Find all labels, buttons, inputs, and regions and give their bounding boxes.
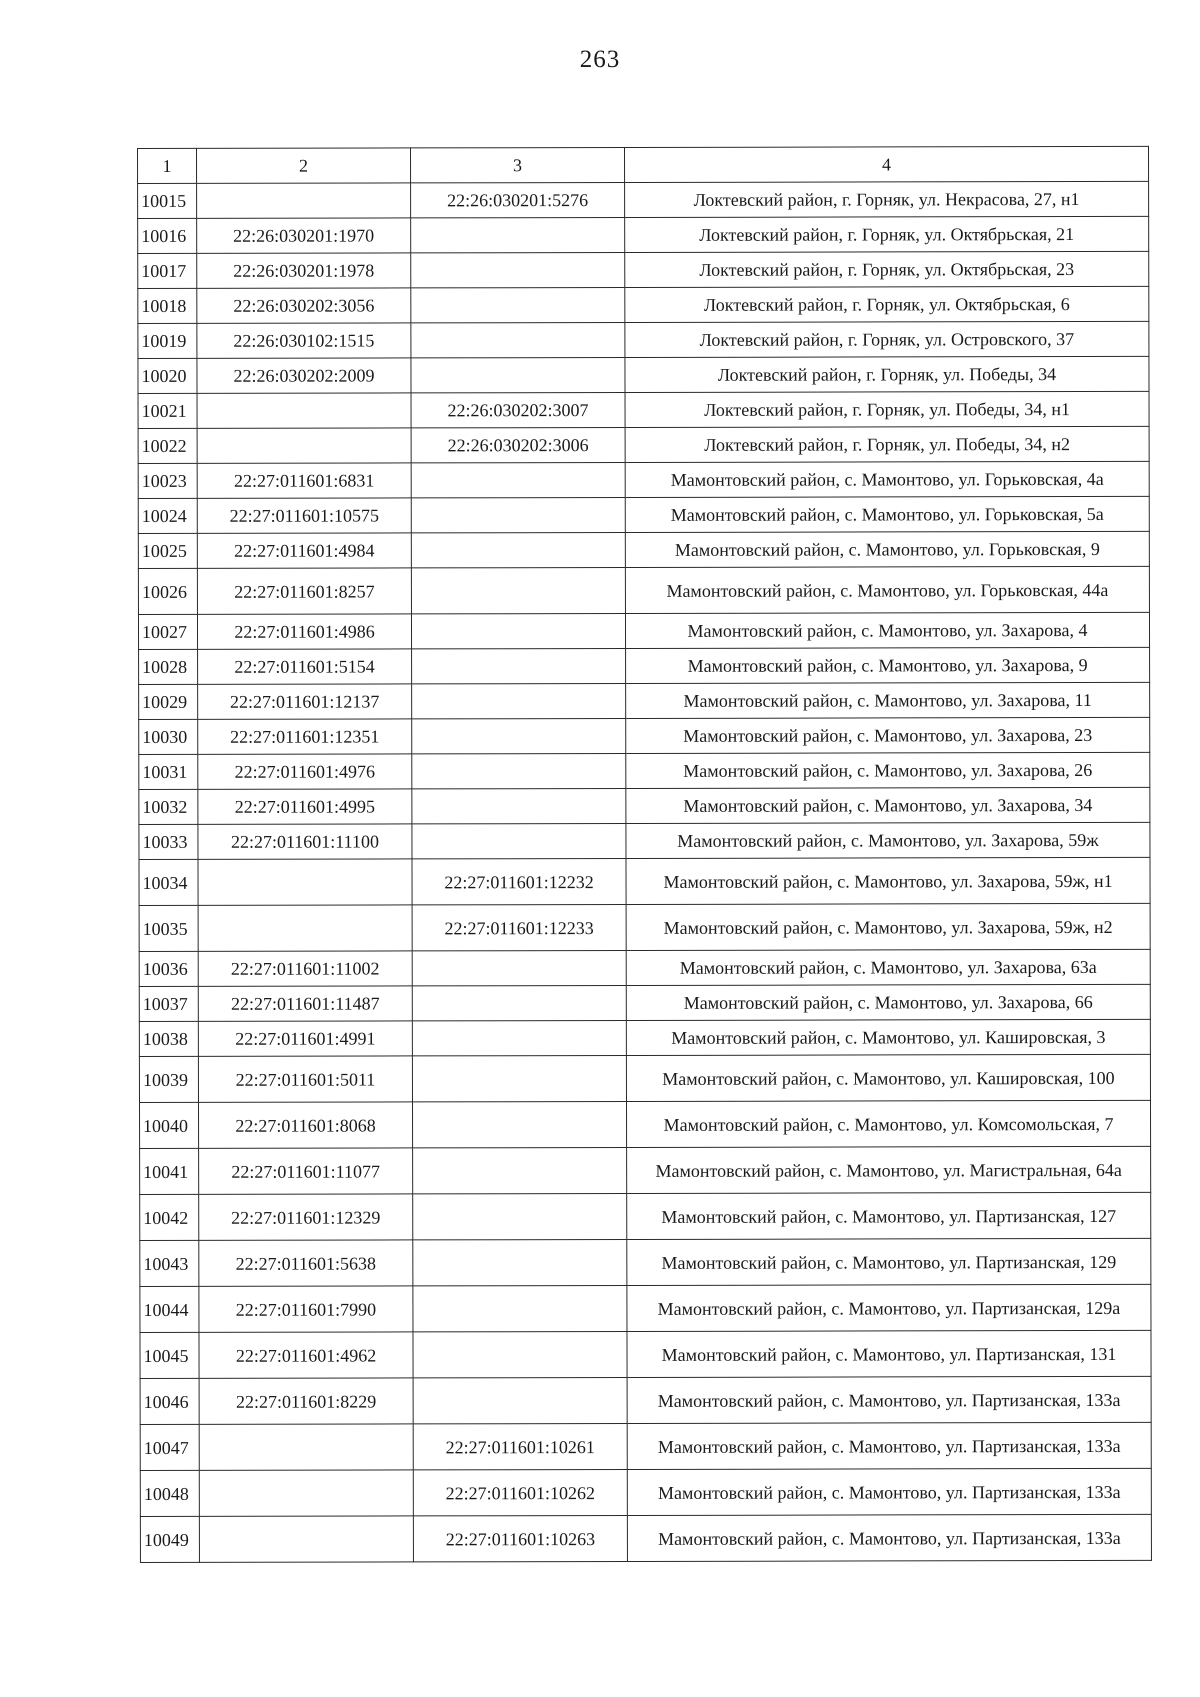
building-cadastral-number-cell: 22:27:011601:12233: [412, 904, 626, 950]
address-cell: Мамонтовский район, с. Мамонтово, ул. Партизанская, 133а: [627, 1376, 1151, 1423]
address-cell: Мамонтовский район, с. Мамонтово, ул. Горьковская, 4а: [625, 461, 1149, 497]
address-cell: Мамонтовский район, с. Мамонтово, ул. Захарова, 59ж: [626, 822, 1150, 858]
row-number-cell: 10023: [138, 463, 197, 498]
row-number-cell: 10030: [139, 719, 198, 754]
table-row: [139, 903, 1150, 951]
building-cadastral-number-cell: [411, 322, 625, 357]
land-cadastral-number-cell: 22:26:030201:1978: [197, 253, 411, 288]
table-row: [139, 857, 1150, 905]
table-row: [139, 949, 1150, 986]
table-row: [139, 682, 1150, 719]
address-cell: Мамонтовский район, с. Мамонтово, ул. Магистральная, 64а: [627, 1146, 1151, 1193]
land-cadastral-number-cell: [199, 1516, 413, 1562]
column-header-3: 3: [411, 147, 625, 182]
table-row: [138, 612, 1149, 649]
row-number-cell: 10020: [138, 358, 197, 393]
table-row: [138, 566, 1149, 614]
row-number-cell: 10018: [138, 288, 197, 323]
table-row: [138, 461, 1149, 498]
building-cadastral-number-cell: [412, 823, 626, 858]
table-row: [139, 752, 1150, 789]
row-number-cell: 10029: [139, 684, 198, 719]
land-cadastral-number-cell: 22:27:011601:8068: [198, 1102, 412, 1148]
building-cadastral-number-cell: [412, 1020, 626, 1055]
column-header-4: 4: [625, 146, 1149, 182]
address-cell: Мамонтовский район, с. Мамонтово, ул. Захарова, 4: [625, 612, 1149, 648]
row-number-cell: 10049: [140, 1516, 199, 1562]
land-cadastral-number-cell: 22:26:030102:1515: [197, 323, 411, 358]
row-number-cell: 10016: [138, 218, 197, 253]
row-number-cell: 10032: [139, 789, 198, 824]
land-cadastral-number-cell: 22:27:011601:4976: [198, 754, 412, 789]
land-cadastral-number-cell: 22:27:011601:4962: [199, 1332, 413, 1378]
building-cadastral-number-cell: [412, 718, 626, 753]
table-row: [139, 787, 1150, 824]
table-row: [138, 426, 1149, 463]
land-cadastral-number-cell: 22:27:011601:4995: [198, 789, 412, 824]
row-number-cell: 10027: [138, 614, 197, 649]
registry-table: [137, 146, 1152, 1563]
row-number-cell: 10031: [139, 754, 198, 789]
address-cell: Мамонтовский район, с. Мамонтово, ул. Партизанская, 133а: [627, 1514, 1151, 1561]
row-number-cell: 10025: [138, 533, 197, 568]
table-row: [140, 1146, 1151, 1194]
building-cadastral-number-cell: 22:27:011601:10263: [413, 1515, 627, 1561]
address-cell: Локтевский район, г. Горняк, ул. Октябрьская, 23: [625, 251, 1149, 287]
building-cadastral-number-cell: [412, 950, 626, 985]
land-cadastral-number-cell: 22:27:011601:7990: [199, 1286, 413, 1332]
table-row: [140, 1468, 1151, 1516]
land-cadastral-number-cell: [198, 859, 412, 905]
building-cadastral-number-cell: [412, 1101, 626, 1147]
address-cell: Мамонтовский район, с. Мамонтово, ул. Захарова, 23: [626, 717, 1150, 753]
address-cell: Мамонтовский район, с. Мамонтово, ул. Горьковская, 44а: [625, 566, 1149, 613]
table-row: [139, 717, 1150, 754]
table-header-row: [138, 146, 1149, 183]
table-row: [138, 216, 1149, 253]
row-number-cell: 10019: [138, 323, 197, 358]
building-cadastral-number-cell: [411, 532, 625, 567]
building-cadastral-number-cell: 22:27:011601:10262: [413, 1469, 627, 1515]
building-cadastral-number-cell: 22:27:011601:12232: [412, 858, 626, 904]
row-number-cell: 10035: [139, 905, 198, 951]
table-row: [140, 1284, 1151, 1332]
address-cell: Мамонтовский район, с. Мамонтово, ул. Захарова, 59ж, н2: [626, 903, 1150, 950]
address-cell: Локтевский район, г. Горняк, ул. Островского, 37: [625, 321, 1149, 357]
building-cadastral-number-cell: [411, 252, 625, 287]
building-cadastral-number-cell: [413, 1285, 627, 1331]
land-cadastral-number-cell: 22:27:011601:4984: [197, 533, 411, 568]
table-row: [138, 391, 1149, 428]
table-row: [138, 496, 1149, 533]
land-cadastral-number-cell: 22:27:011601:11077: [199, 1148, 413, 1194]
building-cadastral-number-cell: 22:26:030202:3007: [411, 392, 625, 427]
address-cell: Мамонтовский район, с. Мамонтово, ул. Комсомольская, 7: [626, 1100, 1150, 1147]
table-row: [140, 1238, 1151, 1286]
address-cell: Мамонтовский район, с. Мамонтово, ул. Кашировская, 3: [626, 1019, 1150, 1055]
building-cadastral-number-cell: 22:26:030202:3006: [411, 427, 625, 462]
row-number-cell: 10045: [140, 1332, 199, 1378]
land-cadastral-number-cell: [198, 905, 412, 951]
row-number-cell: 10041: [140, 1148, 199, 1194]
land-cadastral-number-cell: 22:26:030202:3056: [197, 288, 411, 323]
building-cadastral-number-cell: 22:26:030201:5276: [411, 182, 625, 217]
address-cell: Локтевский район, г. Горняк, ул. Октябрьская, 6: [625, 286, 1149, 322]
land-cadastral-number-cell: 22:27:011601:4991: [198, 1021, 412, 1056]
building-cadastral-number-cell: [413, 1239, 627, 1285]
land-cadastral-number-cell: [197, 428, 411, 463]
land-cadastral-number-cell: 22:26:030202:2009: [197, 358, 411, 393]
building-cadastral-number-cell: [413, 1147, 627, 1193]
building-cadastral-number-cell: [411, 613, 625, 648]
address-cell: Мамонтовский район, с. Мамонтово, ул. Партизанская, 127: [627, 1192, 1151, 1239]
address-cell: Мамонтовский район, с. Мамонтово, ул. Захарова, 66: [626, 984, 1150, 1020]
land-cadastral-number-cell: 22:27:011601:11100: [198, 824, 412, 859]
row-number-cell: 10048: [140, 1470, 199, 1516]
address-cell: Мамонтовский район, с. Мамонтово, ул. Партизанская, 133а: [627, 1468, 1151, 1515]
building-cadastral-number-cell: [411, 497, 625, 532]
land-cadastral-number-cell: 22:27:011601:8257: [197, 568, 411, 614]
address-cell: Мамонтовский район, с. Мамонтово, ул. Партизанская, 129а: [627, 1284, 1151, 1331]
table-row: [138, 321, 1149, 358]
building-cadastral-number-cell: [412, 1055, 626, 1101]
land-cadastral-number-cell: [197, 183, 411, 218]
land-cadastral-number-cell: 22:27:011601:12351: [198, 719, 412, 754]
building-cadastral-number-cell: [413, 1377, 627, 1423]
row-number-cell: 10036: [139, 951, 198, 986]
address-cell: Мамонтовский район, с. Мамонтово, ул. Партизанская, 133а: [627, 1422, 1151, 1469]
table-row: [138, 531, 1149, 568]
address-cell: Мамонтовский район, с. Мамонтово, ул. Захарова, 63а: [626, 949, 1150, 985]
row-number-cell: 10042: [140, 1194, 199, 1240]
page-number: 263: [579, 46, 621, 73]
table-row: [140, 1330, 1151, 1378]
building-cadastral-number-cell: [411, 357, 625, 392]
table-row: [139, 1019, 1150, 1056]
row-number-cell: 10026: [138, 568, 197, 614]
table-row: [140, 1514, 1151, 1562]
table-row: [140, 1422, 1151, 1470]
building-cadastral-number-cell: [412, 753, 626, 788]
land-cadastral-number-cell: [197, 393, 411, 428]
address-cell: Локтевский район, г. Горняк, ул. Победы, 34, н2: [625, 426, 1149, 462]
building-cadastral-number-cell: 22:27:011601:10261: [413, 1423, 627, 1469]
land-cadastral-number-cell: 22:27:011601:12137: [198, 684, 412, 719]
row-number-cell: 10033: [139, 824, 198, 859]
row-number-cell: 10040: [139, 1102, 198, 1148]
table-row: [139, 984, 1150, 1021]
address-cell: Локтевский район, г. Горняк, ул. Октябрьская, 21: [625, 216, 1149, 252]
table-row: [140, 1192, 1151, 1240]
land-cadastral-number-cell: 22:27:011601:4986: [197, 614, 411, 649]
building-cadastral-number-cell: [411, 567, 625, 613]
row-number-cell: 10024: [138, 498, 197, 533]
land-cadastral-number-cell: [199, 1470, 413, 1516]
building-cadastral-number-cell: [412, 648, 626, 683]
row-number-cell: 10021: [138, 393, 197, 428]
building-cadastral-number-cell: [413, 1331, 627, 1377]
address-cell: Мамонтовский район, с. Мамонтово, ул. Партизанская, 129: [627, 1238, 1151, 1285]
address-cell: Мамонтовский район, с. Мамонтово, ул. Захарова, 59ж, н1: [626, 857, 1150, 904]
column-header-2: 2: [197, 148, 411, 183]
land-cadastral-number-cell: 22:27:011601:5638: [199, 1240, 413, 1286]
table-row: [138, 286, 1149, 323]
building-cadastral-number-cell: [412, 788, 626, 823]
address-cell: Локтевский район, г. Горняк, ул. Победы, 34, н1: [625, 391, 1149, 427]
row-number-cell: 10034: [139, 859, 198, 905]
land-cadastral-number-cell: 22:27:011601:5154: [198, 649, 412, 684]
table-row: [138, 181, 1149, 218]
column-header-1: 1: [138, 148, 197, 183]
land-cadastral-number-cell: 22:27:011601:12329: [199, 1194, 413, 1240]
address-cell: Мамонтовский район, с. Мамонтово, ул. Захарова, 11: [626, 682, 1150, 718]
row-number-cell: 10046: [140, 1378, 199, 1424]
table-row: [139, 647, 1150, 684]
address-cell: Мамонтовский район, с. Мамонтово, ул. Кашировская, 100: [626, 1054, 1150, 1101]
land-cadastral-number-cell: 22:27:011601:8229: [199, 1378, 413, 1424]
building-cadastral-number-cell: [411, 217, 625, 252]
row-number-cell: 10028: [139, 649, 198, 684]
land-cadastral-number-cell: 22:27:011601:6831: [197, 463, 411, 498]
land-cadastral-number-cell: 22:26:030201:1970: [197, 218, 411, 253]
row-number-cell: 10039: [139, 1056, 198, 1102]
row-number-cell: 10047: [140, 1424, 199, 1470]
land-cadastral-number-cell: 22:27:011601:10575: [197, 498, 411, 533]
address-cell: Мамонтовский район, с. Мамонтово, ул. Захарова, 9: [626, 647, 1150, 683]
building-cadastral-number-cell: [411, 462, 625, 497]
address-cell: Мамонтовский район, с. Мамонтово, ул. Горьковская, 9: [625, 531, 1149, 567]
building-cadastral-number-cell: [412, 985, 626, 1020]
address-cell: Мамонтовский район, с. Мамонтово, ул. Захарова, 26: [626, 752, 1150, 788]
land-cadastral-number-cell: 22:27:011601:11002: [198, 951, 412, 986]
address-cell: Локтевский район, г. Горняк, ул. Некрасова, 27, н1: [625, 181, 1149, 217]
table-row: [139, 1054, 1150, 1102]
row-number-cell: 10037: [139, 986, 198, 1021]
row-number-cell: 10043: [140, 1240, 199, 1286]
address-cell: Мамонтовский район, с. Мамонтово, ул. Партизанская, 131: [627, 1330, 1151, 1377]
row-number-cell: 10038: [139, 1021, 198, 1056]
row-number-cell: 10017: [138, 253, 197, 288]
table-row: [138, 356, 1149, 393]
address-cell: Локтевский район, г. Горняк, ул. Победы, 34: [625, 356, 1149, 392]
land-cadastral-number-cell: [199, 1424, 413, 1470]
building-cadastral-number-cell: [412, 683, 626, 718]
land-cadastral-number-cell: 22:27:011601:5011: [198, 1056, 412, 1102]
address-cell: Мамонтовский район, с. Мамонтово, ул. Захарова, 34: [626, 787, 1150, 823]
land-cadastral-number-cell: 22:27:011601:11487: [198, 986, 412, 1021]
table-row: [139, 1100, 1150, 1148]
table-row: [138, 251, 1149, 288]
table-row: [140, 1376, 1151, 1424]
row-number-cell: 10015: [138, 183, 197, 218]
row-number-cell: 10044: [140, 1286, 199, 1332]
address-cell: Мамонтовский район, с. Мамонтово, ул. Горьковская, 5а: [625, 496, 1149, 532]
registry-table-wrapper: [137, 146, 1151, 1563]
row-number-cell: 10022: [138, 428, 197, 463]
building-cadastral-number-cell: [413, 1193, 627, 1239]
table-row: [139, 822, 1150, 859]
building-cadastral-number-cell: [411, 287, 625, 322]
